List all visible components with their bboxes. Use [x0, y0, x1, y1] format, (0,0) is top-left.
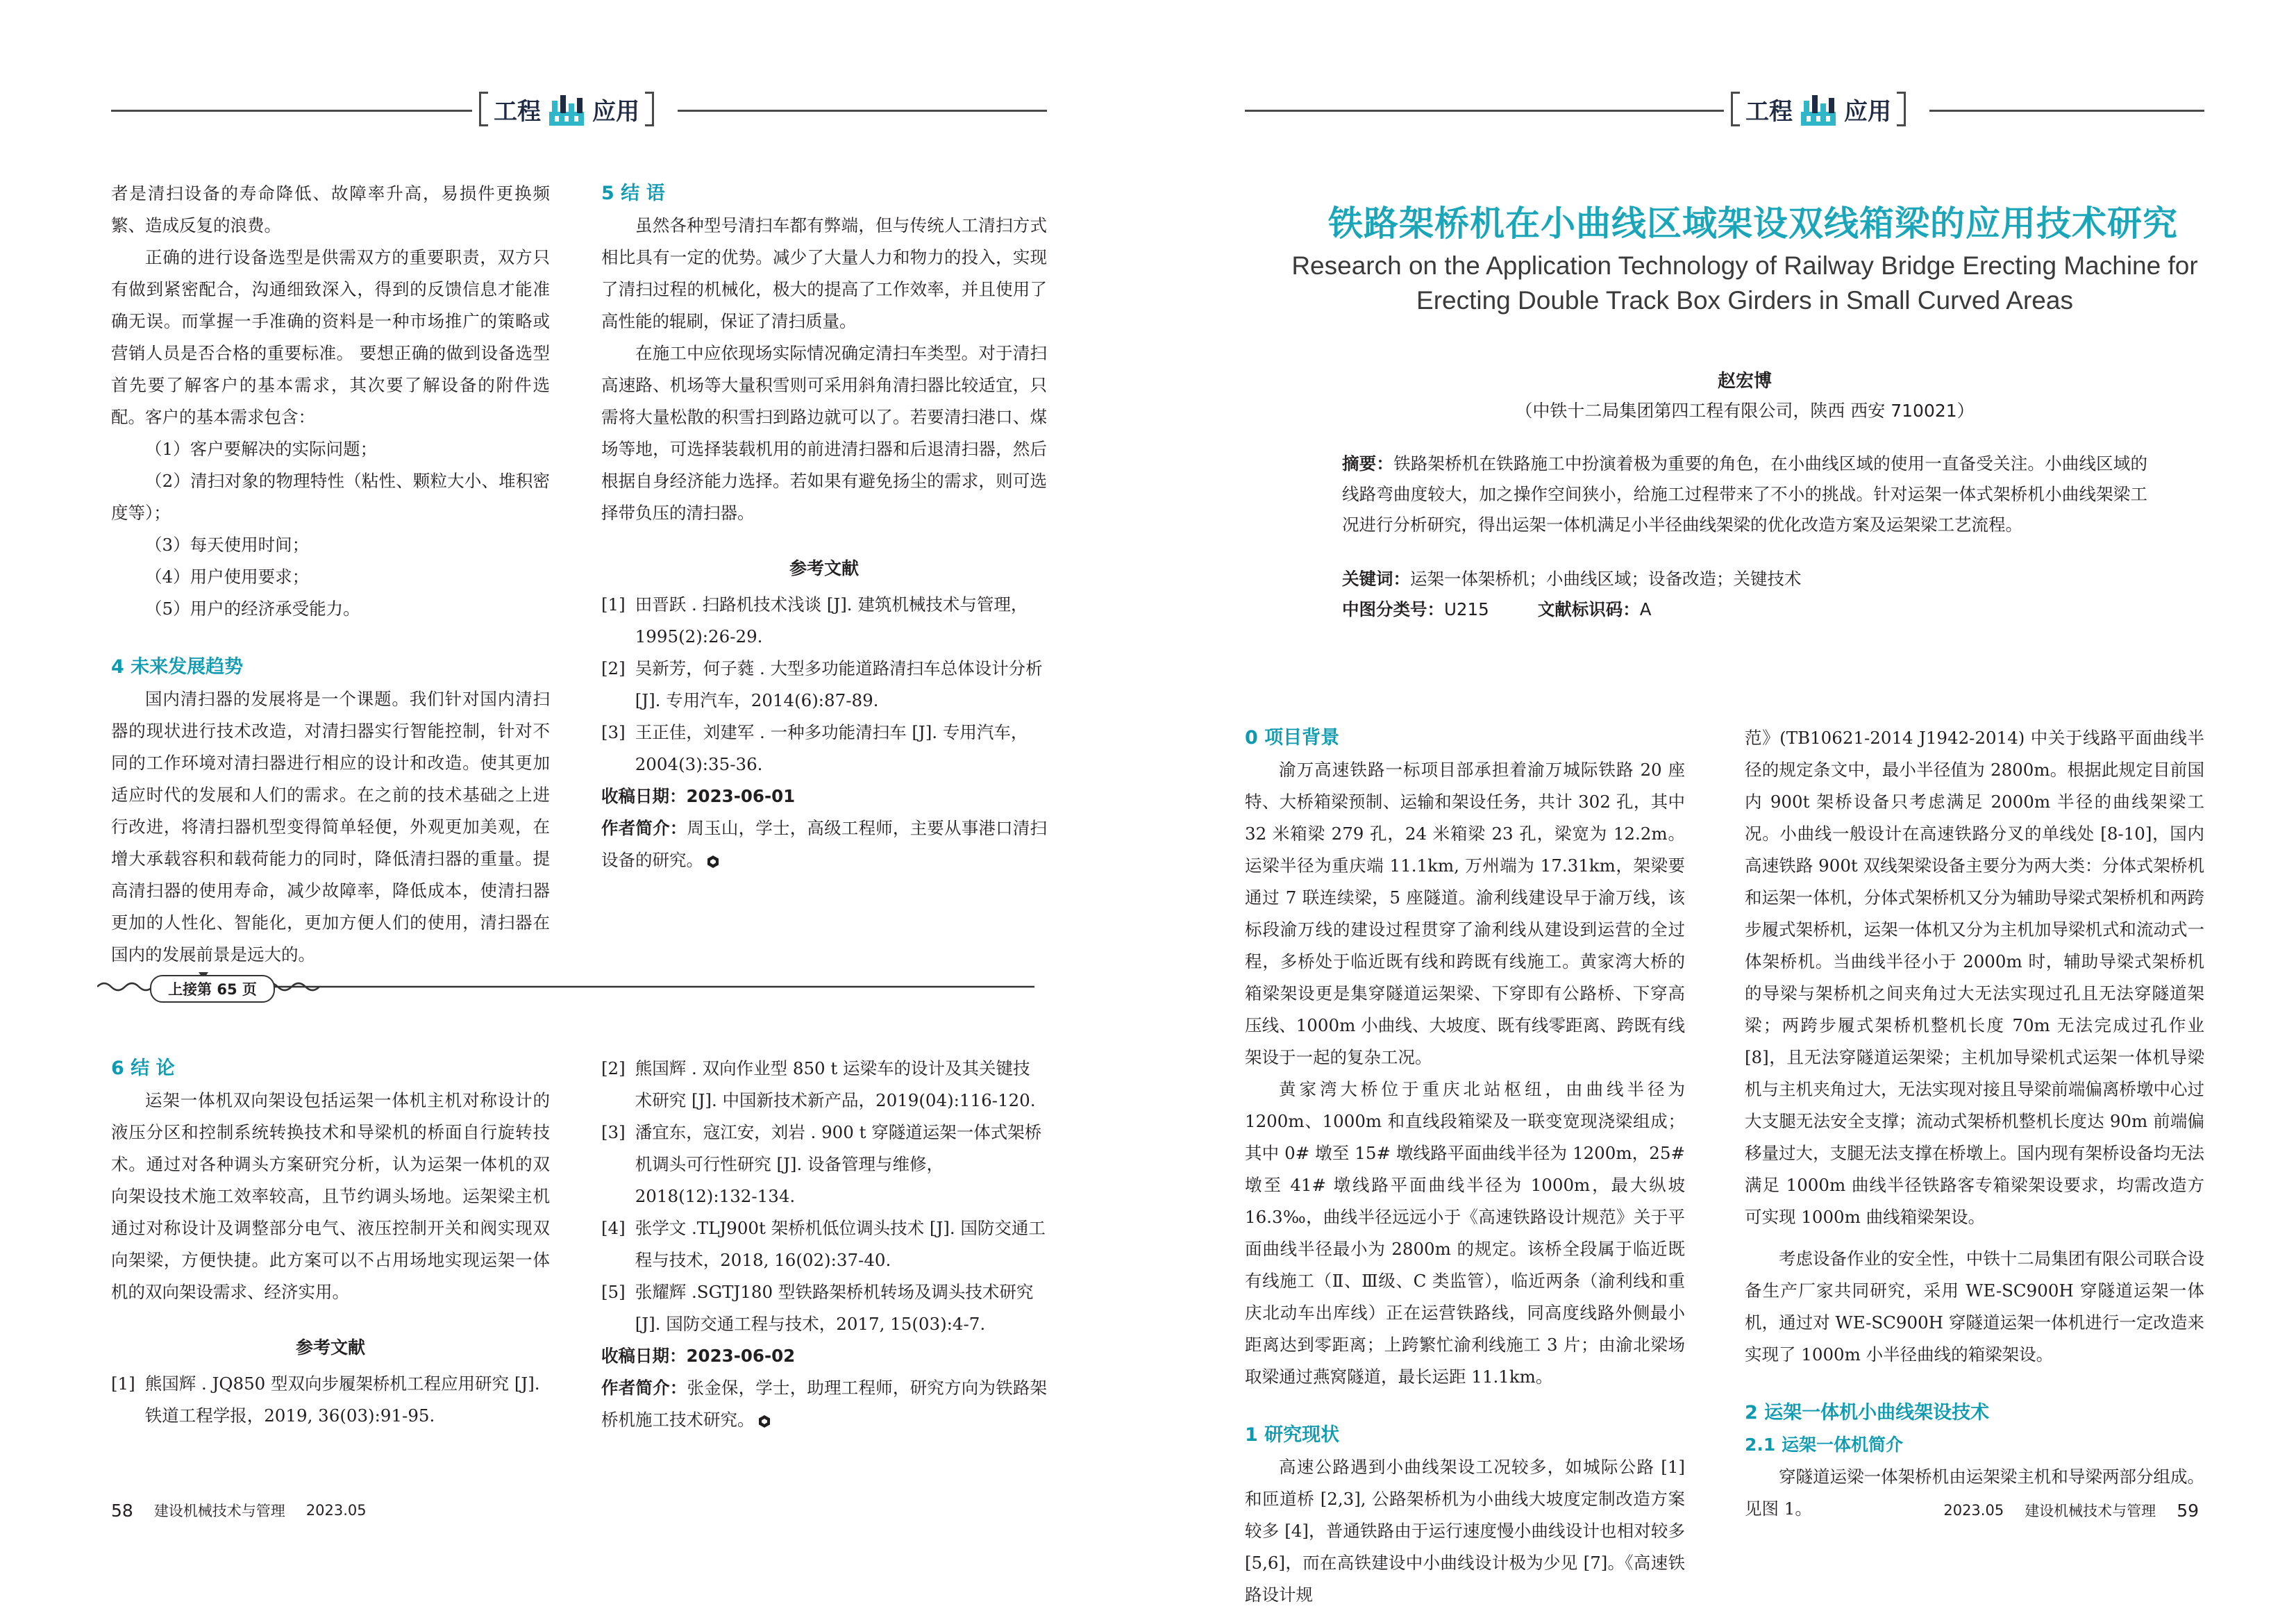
section-header-badge: [479, 89, 654, 129]
paragraph: 渝万高速铁路一标项目部承担着渝万城际铁路 20 座特、大桥箱梁预制、运输和架设任务，共计 302 孔，其中 32 米箱梁 279 孔，24 米箱梁 23 孔，梁宽为 12.2m。运梁半径为重庆端 11.1km, 万州端为 17.31km，架梁要通过 7 联连续梁，5 座隧道。渝利线建设早于渝万线，该标段渝万线的建设过程贯穿了渝利线从建设到运营的全过程，多桥处于临近既有线和跨既有线施工。黄家湾大桥的箱梁架设更是集穿隧道运架梁、下穿即有公路桥、下穿高压线、1000m 小曲线、大坡度、既有线零距离、跨既有线架设于一起的复杂工况。: [1245, 760, 1685, 1067]
page-number: 58: [111, 1500, 133, 1521]
reference-item: [601, 653, 1047, 717]
list-item: （5）用户的经济承受能力。: [145, 599, 360, 619]
paragraph: 范》(TB10621-2014 J1942-2014) 中关于线路平面曲线半径的规定条文中，最小半径值为 2800m。根据此规定目前国内 900t 架桥设备只考虑满足 2000m 半径的曲线架梁工况。小曲线一般设计在高速铁路分叉的单线处 [8-10]，国内高速铁路 900t 双线架梁设备主要分为两大类：分体式架桥机和运架一体机，分体式架桥机又分为辅助导梁式架桥机和两跨步履式架桥机，运架一体机又分为主机加导梁机式和流动式一体架桥机。当曲线半径小于 2000m 时，辅助导梁式架桥机的导梁与架桥机之间夹角过大无法实现过孔且无法穿隧道架梁；两跨步履式架桥机整机长度 70m 无法完成过孔作业 [8]，且无法穿隧道运架梁；主机加导梁机式运架一体机导梁机与主机夹角过大，无法实现对接且导梁前端偏离桥墩中心过大支腿无法安全支撑；流动式架桥机整机长度达 90m 前端偏移量过大，支腿无法支撑在桥墩上。国内现有架桥设备均无法满足 1000m 曲线半径铁路客专箱梁架设要求，均需改造方可实现 1000m 曲线箱梁架设。: [1745, 728, 2204, 1227]
author-bio: [601, 812, 1047, 876]
list-item: （2）清扫对象的物理特性（粘性、颗粒大小、堆积密度等）；: [111, 471, 550, 523]
reference-text: 张耀辉 .SGTJ180 型铁路架桥机转场及调头技术研究 [J]. 国防交通工程与技术，2017, 15(03):4-7.: [635, 1282, 1034, 1334]
list-item: （1）客户要解决的实际问题；: [145, 439, 378, 459]
reference-number: [5]: [601, 1282, 626, 1302]
bracket-left: [1731, 92, 1740, 126]
bracket-right: [1897, 92, 1906, 126]
author-bio-text: 张金保，学士，助理工程师，研究方向为铁路架桥机施工技术研究。: [601, 1378, 1047, 1430]
reference-item: [601, 589, 1047, 653]
reference-text: 潘宜东，寇江安，刘岩 . 900 t 穿隧道运架一体式架桥机调头可行性研究 [J]. 设备管理与维修，2018(12):132-134.: [635, 1122, 1042, 1206]
journal-name: 建设机械技术与管理: [2025, 1503, 2156, 1519]
left-col2-bottom: [601, 1053, 1047, 1436]
paragraph: 者是清扫设备的寿命降低、故障率升高，易损件更换频繁、造成反复的浪费。: [111, 183, 550, 235]
paragraph: 正确的进行设备选型是供需双方的重要职责，双方只有做到紧密配合，沟通细致深入，得到的反馈信息才能准确无误。而掌握一手准确的资料是一种市场推广的策略或营销人员是否合格的重要标准。 要想正确的做到设备选型首先要了解客户的基本需求，其次要了解设备的附件选配。客户的基本需求包含：: [111, 247, 550, 427]
paragraph: 虽然各种型号清扫车都有弊端，但与传统人工清扫方式相比具有一定的优势。减少了大量人力和物力的投入，实现了清扫过程的机械化，极大的提高了工作效率，并且使用了高性能的辊刷，保证了清扫质量。: [601, 215, 1047, 331]
author-bio-label: 作者简介：: [601, 1378, 687, 1398]
section-heading: 4 未来发展趋势: [111, 656, 244, 678]
paragraph: 高速公路遇到小曲线架设工况较多，如城际公路 [1] 和匝道桥 [2,3], 公路架桥机为小曲线大坡度定制改造方案较多 [4]，普通铁路由于运行速度慢小曲线设计也相对较多 [5,6]，而在高铁建设中小曲线设计极为少见 [7]。《高速铁路设计规: [1245, 1457, 1685, 1605]
references-title: 参考文献: [789, 558, 859, 578]
left-page: [0, 0, 1148, 1558]
section-heading: 1 研究现状: [1245, 1424, 1340, 1446]
section-heading: 0 项目背景: [1245, 727, 1340, 749]
article-title-en-line1: Research on the Application Technology of Railway Bridge Erecting Machine for: [1291, 251, 2198, 280]
author-affiliation: （中铁十二局集团第四工程有限公司，陕西 西安 710021）: [1515, 401, 1975, 421]
page-number: 59: [2177, 1500, 2199, 1521]
paragraph: 运架一体机双向架设包括运架一体机主机对称设计的液压分区和控制系统转换技术和导梁机的桥面自行旋转技术。通过对各种调头方案研究分析，认为运架一体机的双向架设技术施工效率较高，且节约调头场地。运架梁主机通过对称设计及调整部分电气、液压控制开关和阀实现双向架梁，方便快捷。此方案可以不占用场地实现运架一体机的双向架设需求、经济实用。: [111, 1090, 550, 1302]
article-title-cn: 铁路架桥机在小曲线区域架设双线箱梁的应用技术研究: [1328, 203, 2178, 244]
reference-text: 田晋跃 . 扫路机技术浅谈 [J]. 建筑机械技术与管理，1995(2):26-29.: [635, 594, 1028, 646]
article-end-icon: [706, 855, 720, 869]
journal-issue: 2023.05: [1943, 1502, 2004, 1519]
paragraph: 在施工中应依现场实际情况确定清扫车类型。对于清扫高速路、机场等大量积雪则可采用斜角清扫器比较适宜，只需将大量松散的积雪扫到路边就可以了。若要清扫港口、煤场等地，可选择装载机用的前进清扫器和后退清扫器，然后根据自身经济能力选择。若如果有避免扬尘的需求，则可选择带负压的清扫器。: [601, 343, 1047, 523]
author-bio-label: 作者简介：: [601, 818, 687, 838]
reference-number: [1]: [601, 594, 626, 615]
reference-item: [601, 1053, 1047, 1117]
reference-number: [2]: [601, 1058, 626, 1078]
classification: [1342, 594, 2147, 625]
paragraph: 穿隧道运梁一体架桥机由运架梁主机和导梁两部分组成。见图 1。: [1745, 1467, 2204, 1519]
paragraph: 国内清扫器的发展将是一个课题。我们针对国内清扫器的现状进行技术改造，对清扫器实行智能控制，针对不同的工作环境对清扫器进行相应的设计和改造。使其更加适应时代的发展和人们的需求。在之前的技术基础之上进行改进，将清扫器机型变得简单轻便，外观更加美观，在增大承载容积和载荷能力的同时，降低清扫器的重量。提高清扫器的使用寿命，减少故障率，降低成本，使清扫器更加的人性化、智能化，更加方便人们的使用，清扫器在国内的发展前景是远大的。: [111, 689, 550, 965]
header-word-engineering: 工程: [1745, 97, 1793, 126]
reference-text: 熊国辉 . 双向作业型 850 t 运梁车的设计及其关键技术研究 [J]. 中国新技术新产品，2019(04):116-120.: [635, 1058, 1036, 1110]
reference-item: [601, 1212, 1047, 1276]
right-col1: [1245, 722, 1685, 1611]
factory-icon: [546, 91, 587, 127]
article-end-icon: [757, 1414, 771, 1428]
list-item: （4）用户使用要求；: [145, 567, 310, 587]
list-item: （3）每天使用时间；: [145, 535, 310, 555]
section-heading: 2 运架一体机小曲线架设技术: [1745, 1402, 1990, 1424]
article-title-en: [1259, 249, 2231, 318]
reference-text: 熊国辉 . JQ850 型双向步履架桥机工程应用研究 [J]. 铁道工程学报，2019, 36(03):91-95.: [144, 1374, 540, 1426]
continued-from-label: 上接第 65 页: [150, 975, 275, 1003]
subsection-heading: 2.1 运架一体机简介: [1745, 1435, 1903, 1455]
article-author: 赵宏博: [1717, 371, 1772, 392]
header-rule-left: [1245, 110, 1724, 112]
doc-code-value: A: [1639, 599, 1652, 619]
author-bio-text: 周玉山，学士，高级工程师，主要从事港口清扫设备的研究。: [601, 818, 1047, 870]
paragraph: 考虑设备作业的安全性，中铁十二局集团有限公司联合设备生产厂家共同研究，采用 WE-SC900H 穿隧道运架一体机，通过对 WE-SC900H 穿隧道运架一体机进行一定改造来实现了 1000m 小半径曲线的箱梁架设。: [1745, 1249, 2204, 1364]
abstract-label: 摘要：: [1342, 453, 1394, 474]
abstract: [1342, 449, 2147, 540]
reference-item: [601, 1276, 1047, 1340]
reference-item: [601, 717, 1047, 781]
bracket-left: [479, 92, 488, 126]
received-date: [601, 1340, 1047, 1372]
right-page: [1148, 0, 2296, 1605]
section-header-badge: [1731, 89, 1906, 129]
right-col2: [1745, 722, 2204, 1525]
reference-number: [3]: [601, 1122, 626, 1142]
page-footer: [1943, 1500, 2199, 1521]
bracket-right: [645, 92, 654, 126]
reference-number: [4]: [601, 1218, 626, 1238]
header-word-application: 应用: [1844, 97, 1891, 126]
section-heading: 6 结 论: [111, 1058, 175, 1079]
reference-item: [601, 1117, 1047, 1212]
journal-name: 建设机械技术与管理: [153, 1503, 285, 1519]
received-date-text: 收稿日期：2023-06-01: [601, 786, 796, 806]
received-date-text: 收稿日期：2023-06-02: [601, 1346, 796, 1366]
abstract-block: [1342, 449, 2147, 625]
journal-issue: 2023.05: [305, 1502, 367, 1519]
reference-text: 王正佳，刘建军 . 一种多功能清扫车 [J]. 专用汽车，2004(3):35-36.: [635, 722, 1028, 774]
left-col1-bottom: [111, 1053, 550, 1432]
article-title-en-line2: Erecting Double Track Box Girders in Small Curved Areas: [1416, 286, 2073, 315]
header-rule-right: [678, 110, 1047, 112]
received-date: [601, 781, 1047, 812]
keywords-label: 关键词：: [1342, 569, 1410, 589]
keywords-text: 运架一体架桥机；小曲线区域；设备改造；关键技术: [1410, 569, 1802, 589]
clc-label: 中图分类号：: [1342, 599, 1444, 619]
keywords: [1342, 564, 2147, 594]
reference-number: [3]: [601, 722, 626, 742]
page-footer: [111, 1500, 367, 1521]
reference-text: 张学文 .TLJ900t 架桥机低位调头技术 [J]. 国防交通工程与技术，2018, 16(02):37-40.: [635, 1218, 1046, 1270]
left-col1-top: [111, 178, 550, 971]
header-word-application: 应用: [592, 97, 639, 126]
references-title: 参考文献: [295, 1337, 365, 1358]
reference-number: [1]: [111, 1374, 135, 1394]
reference-text: 吴新芳，何子蕤 . 大型多功能道路清扫车总体设计分析 [J]. 专用汽车，2014(6):87-89.: [635, 658, 1043, 710]
clc-value: U215: [1444, 599, 1489, 619]
doc-code-label: 文献标识码：: [1537, 599, 1640, 619]
left-col2-top: [601, 178, 1047, 876]
reference-number: [2]: [601, 658, 626, 678]
header-rule-right: [1929, 110, 2204, 112]
author-bio: [601, 1372, 1047, 1436]
abstract-text: 铁路架桥机在铁路施工中扮演着极为重要的角色，在小曲线区域的使用一直备受关注。小曲线区域的线路弯曲度较大，加之操作空间狭小，给施工过程带来了不小的挑战。针对运架一体式架桥机小曲线架梁工况进行分析研究，得出运架一体机满足小半径曲线架梁的优化改造方案及运架梁工艺流程。: [1342, 453, 2148, 535]
header-rule-left: [111, 110, 472, 112]
paragraph: 黄家湾大桥位于重庆北站枢纽，由曲线半径为 1200m、1000m 和直线段箱梁及一联变宽现浇梁组成；其中 0# 墩至 15# 墩线路平面曲线半径为 1200m，25# 墩至 41# 墩线路平面曲线半径为 1000m，最大纵坡 16.3‰，曲线半径远远小于《高速铁路设计规范》关于平面曲线半径最小为 2800m 的规定。该桥全段属于临近既有线施工（Ⅱ、Ⅲ级、C 类监管），临近两条（渝利线和重庆北动车出库线）正在运营铁路线，同高度线路外侧最小距离达到零距离；上跨繁忙渝利线施工 3 片；由渝北梁场取梁通过燕窝隧道，最长运距 11.1km。: [1245, 1079, 1685, 1387]
factory-icon: [1798, 91, 1838, 127]
header-word-engineering: 工程: [494, 97, 541, 126]
section-heading: 5 结 语: [601, 183, 665, 204]
reference-item: [111, 1368, 550, 1432]
